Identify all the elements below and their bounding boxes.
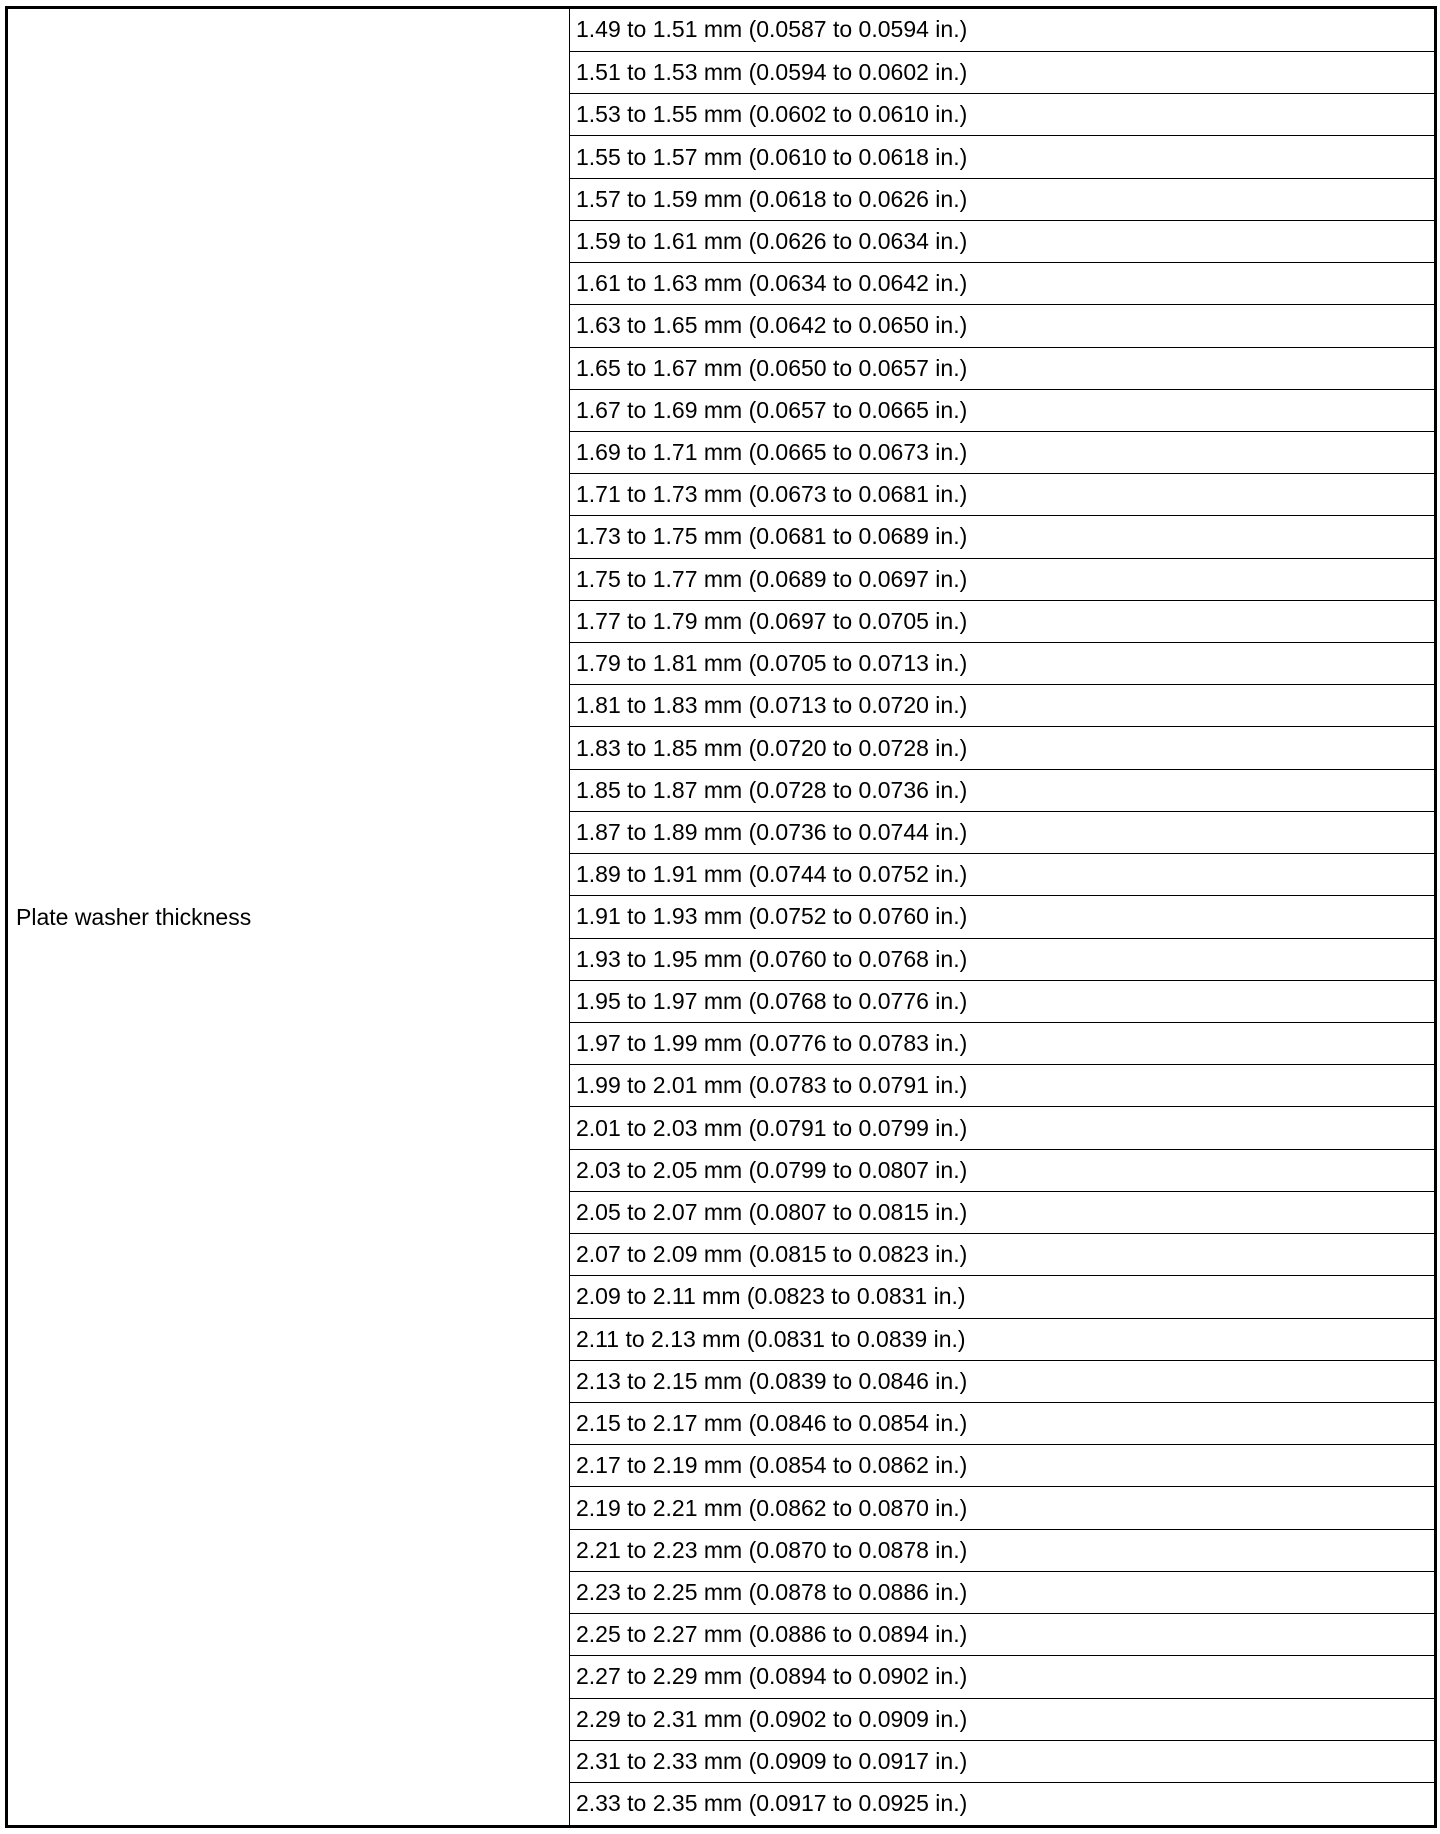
thickness-value-cell: 1.91 to 1.93 mm (0.0752 to 0.0760 in.) <box>570 896 1436 938</box>
thickness-value-cell: 2.19 to 2.21 mm (0.0862 to 0.0870 in.) <box>570 1487 1436 1529</box>
thickness-value-cell: 1.99 to 2.01 mm (0.0783 to 0.0791 in.) <box>570 1065 1436 1107</box>
thickness-value-cell: 2.27 to 2.29 mm (0.0894 to 0.0902 in.) <box>570 1656 1436 1698</box>
thickness-value-cell: 2.31 to 2.33 mm (0.0909 to 0.0917 in.) <box>570 1740 1436 1782</box>
spec-table-body <box>7 8 1436 1827</box>
thickness-value-cell: 1.53 to 1.55 mm (0.0602 to 0.0610 in.) <box>570 94 1436 136</box>
thickness-value-cell: 2.15 to 2.17 mm (0.0846 to 0.0854 in.) <box>570 1402 1436 1444</box>
thickness-value-cell: 2.33 to 2.35 mm (0.0917 to 0.0925 in.) <box>570 1782 1436 1826</box>
thickness-value-cell: 1.93 to 1.95 mm (0.0760 to 0.0768 in.) <box>570 938 1436 980</box>
thickness-value-cell: 2.09 to 2.11 mm (0.0823 to 0.0831 in.) <box>570 1276 1436 1318</box>
thickness-value-cell: 1.63 to 1.65 mm (0.0642 to 0.0650 in.) <box>570 305 1436 347</box>
item-label-cell: Plate washer thickness <box>7 8 570 1827</box>
thickness-value-cell: 1.67 to 1.69 mm (0.0657 to 0.0665 in.) <box>570 389 1436 431</box>
thickness-value-cell: 2.01 to 2.03 mm (0.0791 to 0.0799 in.) <box>570 1107 1436 1149</box>
thickness-value-cell: 1.95 to 1.97 mm (0.0768 to 0.0776 in.) <box>570 980 1436 1022</box>
thickness-value-cell: 1.73 to 1.75 mm (0.0681 to 0.0689 in.) <box>570 516 1436 558</box>
thickness-value-cell: 1.77 to 1.79 mm (0.0697 to 0.0705 in.) <box>570 600 1436 642</box>
thickness-value-cell: 1.83 to 1.85 mm (0.0720 to 0.0728 in.) <box>570 727 1436 769</box>
thickness-value-cell: 2.03 to 2.05 mm (0.0799 to 0.0807 in.) <box>570 1149 1436 1191</box>
thickness-value-cell: 2.25 to 2.27 mm (0.0886 to 0.0894 in.) <box>570 1614 1436 1656</box>
thickness-value-cell: 1.97 to 1.99 mm (0.0776 to 0.0783 in.) <box>570 1023 1436 1065</box>
thickness-value-cell: 1.89 to 1.91 mm (0.0744 to 0.0752 in.) <box>570 854 1436 896</box>
thickness-value-cell: 1.71 to 1.73 mm (0.0673 to 0.0681 in.) <box>570 474 1436 516</box>
thickness-value-cell: 1.75 to 1.77 mm (0.0689 to 0.0697 in.) <box>570 558 1436 600</box>
thickness-value-cell: 1.51 to 1.53 mm (0.0594 to 0.0602 in.) <box>570 51 1436 93</box>
thickness-value-cell: 1.69 to 1.71 mm (0.0665 to 0.0673 in.) <box>570 431 1436 473</box>
thickness-value-cell: 1.85 to 1.87 mm (0.0728 to 0.0736 in.) <box>570 769 1436 811</box>
thickness-value-cell: 2.13 to 2.15 mm (0.0839 to 0.0846 in.) <box>570 1360 1436 1402</box>
thickness-value-cell: 2.21 to 2.23 mm (0.0870 to 0.0878 in.) <box>570 1529 1436 1571</box>
table-row <box>7 8 1436 52</box>
thickness-value-cell: 1.59 to 1.61 mm (0.0626 to 0.0634 in.) <box>570 220 1436 262</box>
thickness-value-cell: 1.87 to 1.89 mm (0.0736 to 0.0744 in.) <box>570 811 1436 853</box>
thickness-value-cell: 2.07 to 2.09 mm (0.0815 to 0.0823 in.) <box>570 1234 1436 1276</box>
thickness-value-cell: 2.11 to 2.13 mm (0.0831 to 0.0839 in.) <box>570 1318 1436 1360</box>
thickness-value-cell: 1.65 to 1.67 mm (0.0650 to 0.0657 in.) <box>570 347 1436 389</box>
thickness-value-cell: 1.79 to 1.81 mm (0.0705 to 0.0713 in.) <box>570 643 1436 685</box>
thickness-value-cell: 1.81 to 1.83 mm (0.0713 to 0.0720 in.) <box>570 685 1436 727</box>
thickness-value-cell: 2.05 to 2.07 mm (0.0807 to 0.0815 in.) <box>570 1191 1436 1233</box>
thickness-value-cell: 1.57 to 1.59 mm (0.0618 to 0.0626 in.) <box>570 178 1436 220</box>
thickness-value-cell: 1.49 to 1.51 mm (0.0587 to 0.0594 in.) <box>570 8 1436 52</box>
thickness-value-cell: 2.17 to 2.19 mm (0.0854 to 0.0862 in.) <box>570 1445 1436 1487</box>
thickness-value-cell: 1.55 to 1.57 mm (0.0610 to 0.0618 in.) <box>570 136 1436 178</box>
thickness-value-cell: 1.61 to 1.63 mm (0.0634 to 0.0642 in.) <box>570 263 1436 305</box>
spec-table <box>5 6 1437 1828</box>
thickness-value-cell: 2.23 to 2.25 mm (0.0878 to 0.0886 in.) <box>570 1571 1436 1613</box>
thickness-value-cell: 2.29 to 2.31 mm (0.0902 to 0.0909 in.) <box>570 1698 1436 1740</box>
